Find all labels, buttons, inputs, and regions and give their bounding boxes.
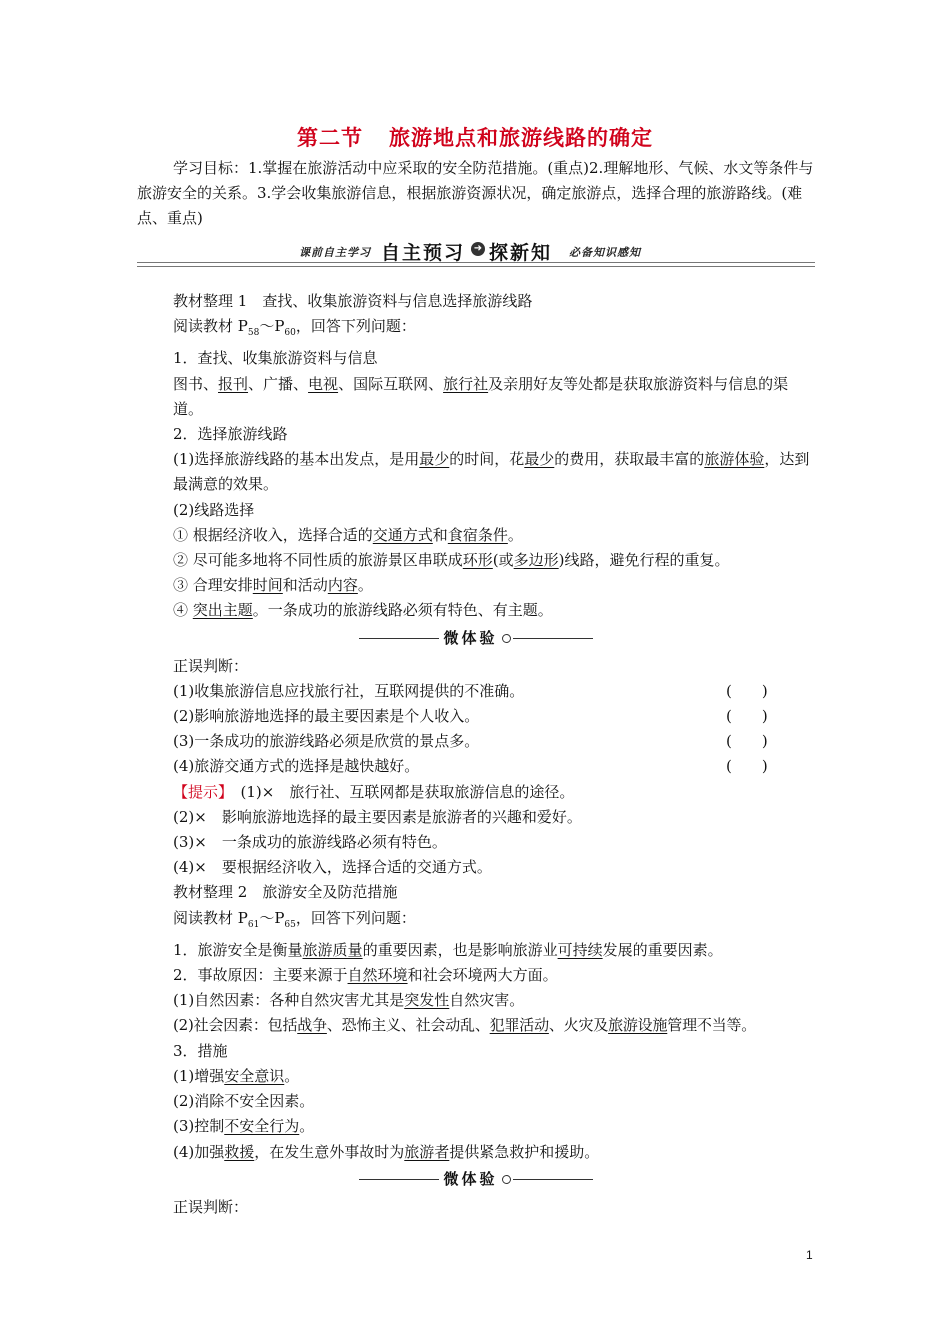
banner-left-text: 课前自主学习 bbox=[299, 246, 371, 259]
text: 。 bbox=[284, 1066, 300, 1085]
fill-answer: 安全意识 bbox=[224, 1066, 285, 1085]
text: (或 bbox=[492, 551, 514, 570]
section2-p6 bbox=[137, 1064, 815, 1089]
text: 的时间，花 bbox=[449, 450, 525, 469]
fill-answer: 报刊 bbox=[218, 374, 249, 393]
fill-answer: 可持续 bbox=[557, 940, 603, 959]
main-content bbox=[137, 289, 815, 1220]
banner-rule bbox=[137, 262, 815, 267]
text: 。 bbox=[507, 525, 523, 544]
tip-label: 【提示】 bbox=[173, 782, 226, 801]
text: 。一条成功的旅游线路必须有特色、有主题。 bbox=[252, 601, 553, 620]
text: ，达到最满意的效果。 bbox=[173, 450, 810, 494]
quiz-question: (4)旅游交通方式的选择是越快越好。 bbox=[173, 757, 420, 776]
section2-p2 bbox=[137, 963, 815, 988]
text: (1)增强 bbox=[173, 1066, 225, 1085]
text: 自然灾害。 bbox=[449, 991, 525, 1010]
quiz-question: (1)收集旅游信息应找旅行社，互联网提供的不准确。 bbox=[173, 681, 525, 700]
fill-answer: 内容 bbox=[327, 576, 358, 595]
fill-answer: 战争 bbox=[297, 1016, 327, 1035]
read-page-end: 65 bbox=[284, 919, 296, 930]
fill-answer: 环形 bbox=[462, 551, 493, 570]
section1-p6 bbox=[137, 573, 815, 598]
circle-icon bbox=[502, 1175, 511, 1184]
section1-p3: (2)线路选择 bbox=[173, 500, 255, 519]
section1-p7 bbox=[137, 598, 815, 623]
section2-reading bbox=[137, 906, 815, 938]
section1-item2: 2．选择旅游线路 bbox=[173, 425, 288, 444]
text: ① 根据经济收入，选择合适的 bbox=[173, 525, 373, 544]
read-page-start: 58 bbox=[247, 328, 260, 339]
quiz-item bbox=[137, 679, 815, 704]
quiz-item bbox=[137, 729, 815, 754]
text: 和活动 bbox=[282, 576, 328, 595]
text: (2)社会因素：包括 bbox=[173, 1016, 298, 1035]
text: ④ bbox=[173, 601, 193, 620]
section1-heading bbox=[137, 289, 815, 314]
read-text-2: ～P bbox=[259, 908, 285, 927]
section1-heading-label: 教材整理 1 bbox=[173, 292, 248, 310]
read-page-start: 61 bbox=[247, 919, 260, 930]
fill-answer: 多边形 bbox=[513, 551, 559, 570]
section2-p4 bbox=[137, 1013, 815, 1038]
read-page-end: 60 bbox=[284, 328, 296, 339]
answer-blank: ( ) bbox=[726, 732, 768, 751]
page-number: 1 bbox=[806, 1248, 813, 1262]
page-title bbox=[0, 122, 950, 152]
answer-blank: ( ) bbox=[726, 757, 768, 776]
text: 。 bbox=[357, 576, 373, 595]
text: 的费用，获取最丰富的 bbox=[554, 450, 705, 469]
fill-answer: 旅游设施 bbox=[608, 1016, 668, 1035]
answer-blank: ( ) bbox=[726, 681, 768, 700]
fill-answer: 食宿条件 bbox=[447, 525, 508, 544]
fill-answer: 突出主题 bbox=[192, 601, 253, 620]
text: 及亲朋好友等处都是获取旅游资料与信息的渠道。 bbox=[173, 374, 789, 418]
divider-label: 微体验 bbox=[443, 629, 498, 648]
divider-label: 微体验 bbox=[443, 1170, 498, 1189]
section1-p5 bbox=[137, 548, 815, 573]
section1-heading-text: 查找、收集旅游资料与信息选择旅游线路 bbox=[262, 292, 533, 310]
text: 、国际互联网、 bbox=[338, 374, 444, 393]
section2-p1 bbox=[137, 938, 815, 963]
text: 、火灾及 bbox=[548, 1016, 609, 1035]
text: 。 bbox=[299, 1117, 315, 1136]
section1-p4 bbox=[137, 523, 815, 548]
text: 提供紧急救护和援助。 bbox=[449, 1142, 600, 1161]
text: )线路，避免行程的重复。 bbox=[558, 551, 730, 570]
quiz1-intro: 正误判断： bbox=[173, 656, 249, 675]
text: 管理不当等。 bbox=[667, 1016, 757, 1035]
quiz-answer: (4)× 要根据经济收入，选择合适的交通方式。 bbox=[173, 858, 492, 877]
section1-item1: 1．查找、收集旅游资料与信息 bbox=[173, 349, 378, 368]
text: 发展的重要因素。 bbox=[602, 940, 723, 959]
fill-answer: 旅行社 bbox=[443, 374, 489, 393]
quiz2-intro: 正误判断： bbox=[173, 1197, 249, 1216]
section2-p9 bbox=[137, 1140, 815, 1165]
fill-answer: 突发性 bbox=[404, 991, 450, 1010]
text: ③ 合理安排 bbox=[173, 576, 253, 595]
fill-answer: 最少 bbox=[524, 450, 555, 469]
text: (4)加强 bbox=[173, 1142, 225, 1161]
section1-p1 bbox=[137, 372, 815, 422]
text: 2．事故原因：主要来源于 bbox=[173, 966, 348, 985]
quiz-answer bbox=[137, 780, 815, 805]
answer-blank: ( ) bbox=[726, 707, 768, 726]
fill-answer: 自然环境 bbox=[347, 966, 408, 985]
section2-p7: (2)消除不安全因素。 bbox=[173, 1092, 315, 1111]
section1-reading bbox=[137, 314, 815, 346]
section2-heading-label: 教材整理 2 bbox=[173, 883, 248, 902]
fill-answer: 不安全行为 bbox=[224, 1117, 300, 1136]
section2-p8 bbox=[137, 1114, 815, 1139]
banner-main-text: 自主预习 bbox=[381, 242, 466, 264]
section1-p2 bbox=[137, 447, 815, 497]
text: (1)选择旅游线路的基本出发点，是用 bbox=[173, 450, 420, 469]
text: 和社会环境两大方面。 bbox=[407, 966, 558, 985]
quiz-item bbox=[137, 704, 815, 729]
divider-line bbox=[513, 638, 593, 639]
read-text-2: ～P bbox=[259, 317, 285, 336]
banner-right-text: 必备知识感知 bbox=[569, 246, 641, 259]
section2-heading bbox=[137, 880, 815, 905]
quiz-question: (2)影响旅游地选择的最主要因素是个人收入。 bbox=[173, 707, 480, 726]
section2-heading-text: 旅游安全及防范措施 bbox=[262, 883, 398, 902]
section2-p3 bbox=[137, 988, 815, 1013]
text: 和 bbox=[432, 525, 448, 544]
title-section: 第二节 bbox=[297, 126, 363, 150]
fill-answer: 电视 bbox=[308, 374, 339, 393]
read-text: 阅读教材 P bbox=[173, 908, 248, 927]
banner-main-text-2: 探新知 bbox=[489, 242, 553, 264]
learning-goals: 学习目标：1.掌握在旅游活动中应采取的安全防范措施。(重点)2.理解地形、气候、水文等条件与旅游安全的关系。3.学会收集旅游信息，根据旅游资源状况，确定旅游点，选择合理的旅游路线。(难点、重点) bbox=[137, 159, 814, 227]
circle-icon bbox=[502, 634, 511, 643]
quiz-question: (3)一条成功的旅游线路必须是欣赏的景点多。 bbox=[173, 732, 480, 751]
text: (3)控制 bbox=[173, 1117, 225, 1136]
divider-experience-1 bbox=[137, 624, 815, 654]
divider-line bbox=[513, 1179, 593, 1180]
divider-line bbox=[359, 638, 439, 639]
fill-answer: 最少 bbox=[419, 450, 450, 469]
section-banner bbox=[137, 238, 815, 268]
fill-answer: 旅游体验 bbox=[704, 450, 765, 469]
answer-text: (1)× 旅行社、互联网都是获取旅游信息的途径。 bbox=[240, 782, 575, 801]
read-text-3: ，回答下列问题： bbox=[295, 317, 416, 336]
text: 1．旅游安全是衡量 bbox=[173, 940, 303, 959]
read-text-3: ，回答下列问题： bbox=[295, 908, 416, 927]
quiz-answer: (2)× 影响旅游地选择的最主要因素是旅游者的兴趣和爱好。 bbox=[173, 807, 582, 826]
fill-answer: 救援 bbox=[224, 1142, 255, 1161]
fill-answer: 旅游者 bbox=[404, 1142, 450, 1161]
text: 的重要因素，也是影响旅游业 bbox=[362, 940, 558, 959]
text: ② 尽可能多地将不同性质的旅游景区串联成 bbox=[173, 551, 463, 570]
text: 、恐怖主义、社会动乱、 bbox=[326, 1016, 490, 1035]
text: 图书、 bbox=[173, 374, 219, 393]
text: (1)自然因素：各种自然灾害尤其是 bbox=[173, 991, 405, 1010]
arrow-icon: ➜ bbox=[471, 242, 485, 256]
fill-answer: 时间 bbox=[252, 576, 283, 595]
fill-answer: 交通方式 bbox=[372, 525, 433, 544]
divider-line bbox=[359, 1179, 439, 1180]
quiz-answer: (3)× 一条成功的旅游线路必须有特色。 bbox=[173, 833, 447, 852]
fill-answer: 犯罪活动 bbox=[489, 1016, 549, 1035]
text: 、广播、 bbox=[248, 374, 309, 393]
section2-p5: 3．措施 bbox=[173, 1041, 228, 1060]
text: ，在发生意外事故时为 bbox=[254, 1142, 405, 1161]
fill-answer: 旅游质量 bbox=[302, 940, 363, 959]
read-text: 阅读教材 P bbox=[173, 317, 248, 336]
quiz-item bbox=[137, 754, 815, 779]
divider-experience-2 bbox=[137, 1165, 815, 1195]
title-text: 旅游地点和旅游线路的确定 bbox=[389, 126, 653, 150]
